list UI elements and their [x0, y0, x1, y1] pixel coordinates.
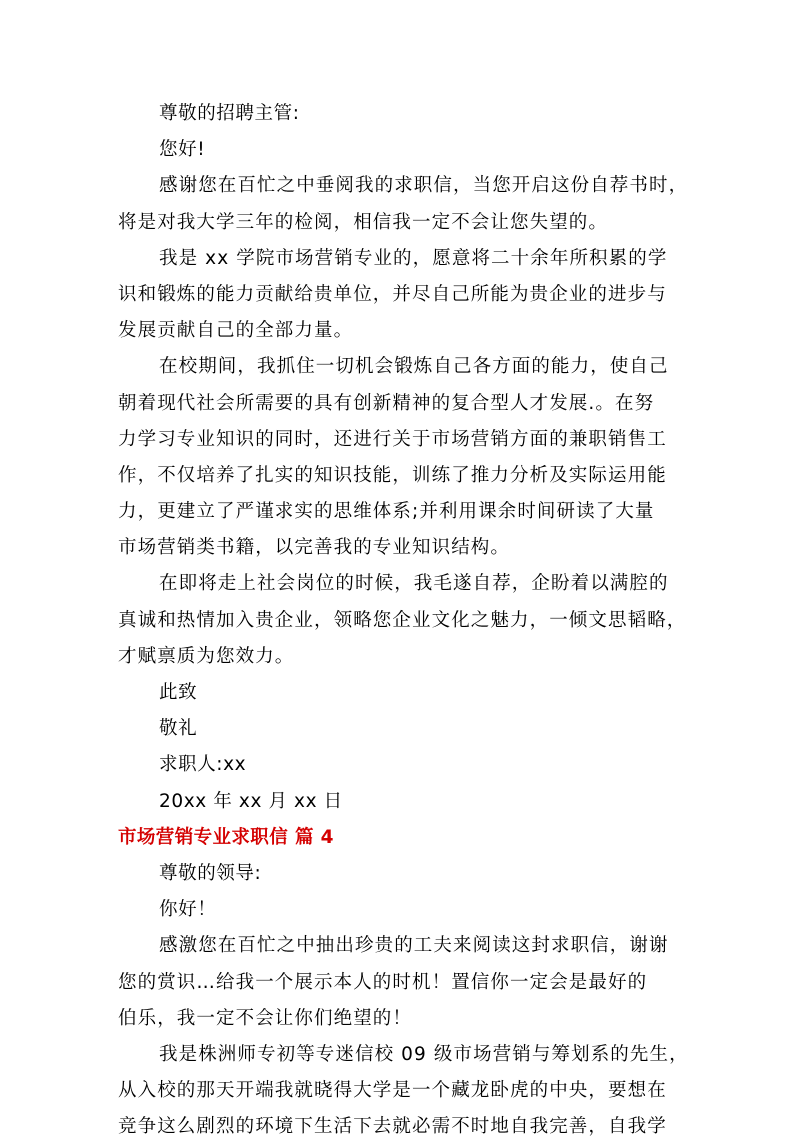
- letter2-paragraph2-line3: 竞争这么剧烈的环境下生活下去就必需不时地自我完善，自我学: [118, 1116, 667, 1138]
- letter1-closing-cizhi: 此致: [159, 682, 198, 703]
- letter1-closing-jingli: 敬礼: [159, 718, 198, 740]
- letter2-paragraph1-line2: 您的赏识…给我一个展示本人的时机！置信你一定会是最好的: [118, 971, 648, 993]
- letter1-paragraph2-line3: 发展贡献自己的全部力量。: [118, 320, 354, 342]
- letter1-greeting: 您好!: [159, 139, 206, 161]
- letter2-salutation: 尊敬的领导:: [159, 862, 262, 884]
- letter2-paragraph2-line1: 我是株洲师专初等专迷信校 09 级市场营销与筹划系的先生，: [159, 1043, 689, 1065]
- letter1-paragraph4-line1: 在即将走上社会岗位的时候，我毛遂自荐，企盼着以满腔的: [159, 573, 669, 595]
- letter1-paragraph3-line3: 力学习专业知识的同时，还进行关于市场营销方面的兼职销售工: [118, 428, 667, 450]
- letter1-paragraph3-line5: 力，更建立了严谨求实的思维体系;并利用课余时间研读了大量: [118, 501, 655, 523]
- letter2-paragraph1-line1: 感激您在百忙之中抽出珍贵的工夫来阅读这封求职信，谢谢: [159, 935, 669, 957]
- letter1-paragraph3-line2: 朝着现代社会所需要的具有创新精神的复合型人才发展.。在努: [118, 392, 655, 414]
- letter1-date: 20xx 年 xx 月 xx 日: [159, 790, 343, 812]
- letter1-paragraph4-line3: 才赋禀质为您效力。: [118, 645, 295, 667]
- letter2-paragraph2-line2: 从入校的那天开端我就晓得大学是一个藏龙卧虎的中央，要想在: [118, 1080, 667, 1102]
- letter1-signer: 求职人:xx: [159, 754, 247, 776]
- document-page: [118, 96, 689, 1145]
- letter2-paragraph1-line3: 伯乐，我一定不会让你们绝望的！: [118, 1007, 413, 1029]
- letter1-paragraph1-line2: 将是对我大学三年的检阅，相信我一定不会让您失望的。: [118, 211, 609, 233]
- letter1-paragraph2-line1: 我是 xx 学院市场营销专业的，愿意将二十余年所积累的学: [159, 247, 668, 269]
- letter1-paragraph2-line2: 识和锻炼的能力贡献给贵单位，并尽自己所能为贵企业的进步与: [118, 283, 667, 305]
- letter1-salutation: 尊敬的招聘主管:: [159, 103, 300, 124]
- letter1-paragraph3-line1: 在校期间，我抓住一切机会锻炼自己各方面的能力，使自己: [159, 356, 669, 378]
- letter1-paragraph3-line4: 作，不仅培养了扎实的知识技能，训练了推力分析及实际运用能: [118, 464, 667, 486]
- letter2-greeting: 你好！: [159, 899, 217, 921]
- letter1-paragraph4-line2: 真诚和热情加入贵企业，领略您企业文化之魅力，一倾文思韬略，: [118, 609, 687, 631]
- section-heading: 市场营销专业求职信 篇 4: [118, 826, 334, 848]
- letter1-paragraph1-line1: 感谢您在百忙之中垂阅我的求职信，当您开启这份自荐书时，: [159, 175, 689, 197]
- letter1-paragraph3-line6: 市场营销类书籍，以完善我的专业知识结构。: [118, 537, 511, 559]
